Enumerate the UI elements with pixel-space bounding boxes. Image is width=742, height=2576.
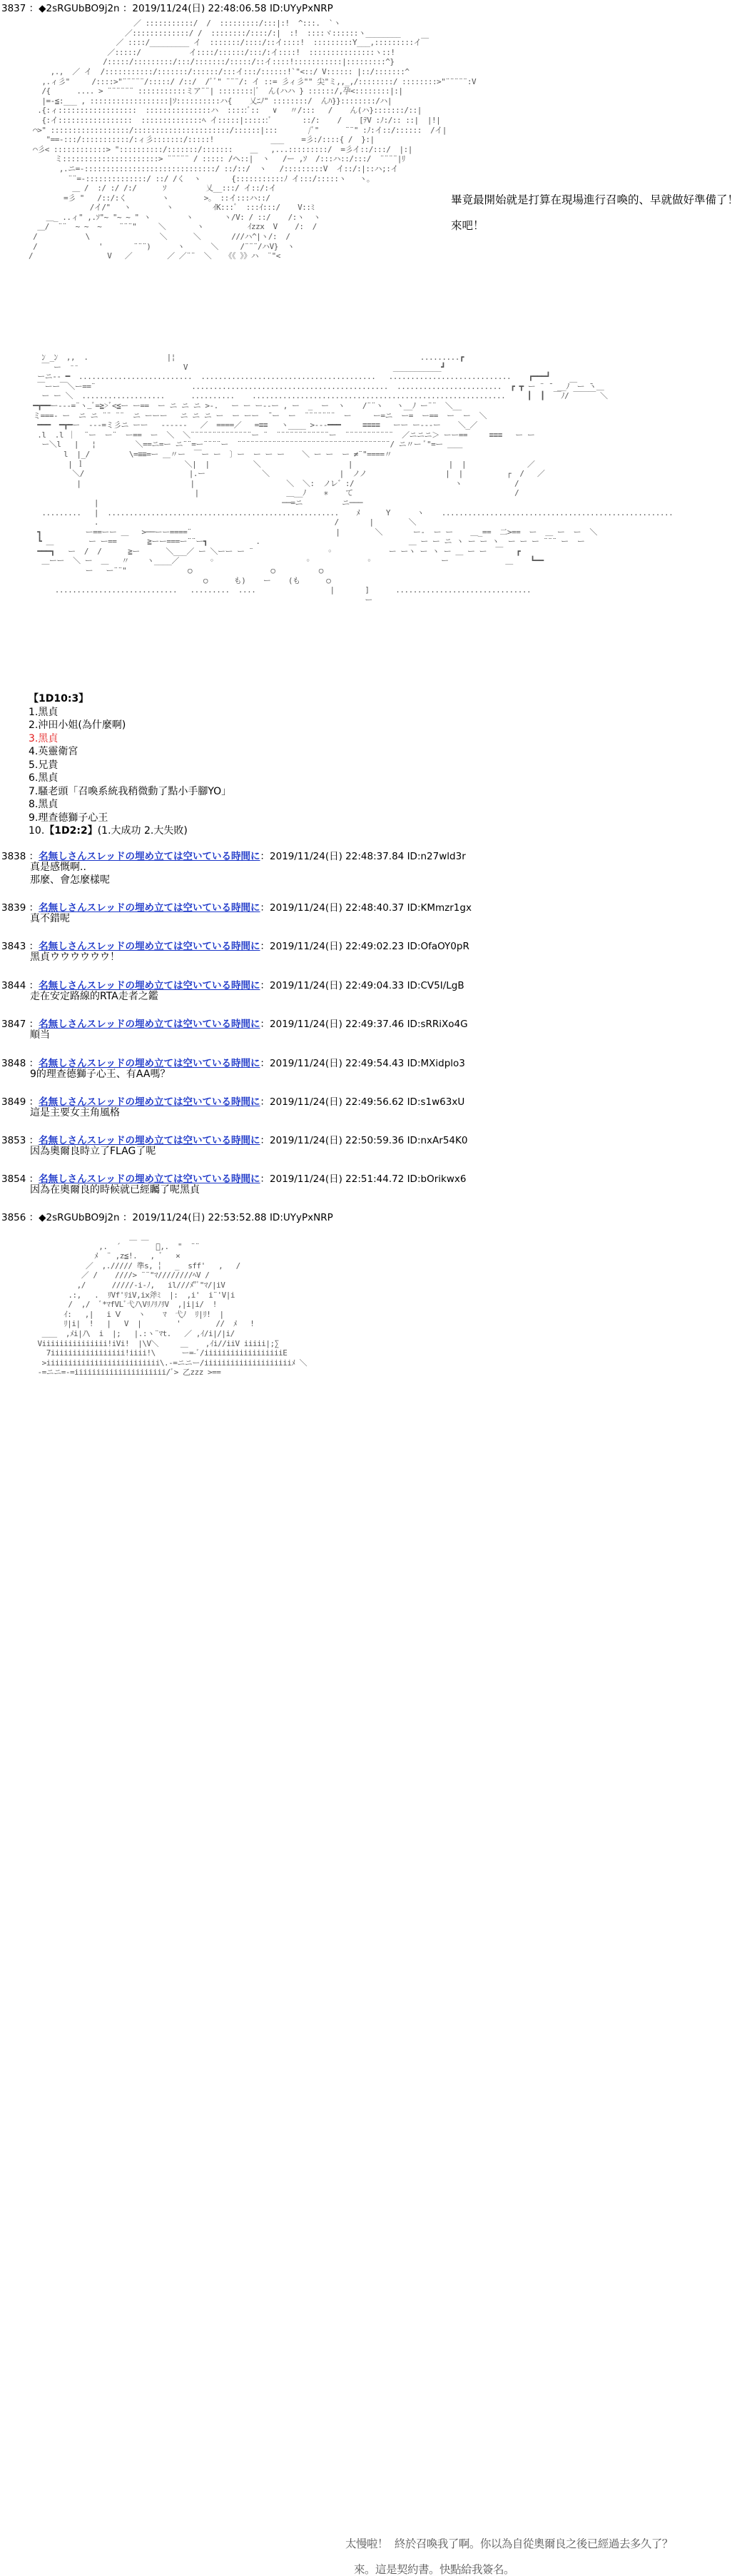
- ascii-art-summoning-circle: ﾝ _ﾝ ,, . |¦ .........┏ ￣ ー ⁻⁻ V ___________┛ ーニ-- ━ .......................... ........................................ ............................ ┏━━━┛ ￣ーー￣＼ー==¨ ............................................. ........................ ┏ ┳ ー ¨ ̄ __ﾉ￣ー ̄ヽ＿ ー ー ＼ ................... .......... .......................................................... ┃ ┃ ￣ﾉ/ ￣￣￣ ＼ ━┳━━ー---=¨ヽ_ﾞ=≧>ﾞ<≦ー ー== ー ニ ニ ニ >-. ー ー ー--ー , ー _ ー ヽ /¨¨ヽ ヽ__ﾉ ー¨¨ ＼__ ミ===- ー ニ ニ ¨¨ ¨¨ ニ ーーー ニ ニ ニ ー ー ーー ̄ ー ー ¨¨¨¨¨¨¨ ー ー=ニ ー= ー== ー ー ＼ ━━━ ━┳━ー ---=ミ彡ニ ーー ------ ／ ====／ =≡≡ ヽ____ >---━━━ ≡≡≡≡ ーー ー---ー ＼_／ .l .l ｜ ¨ー ー¨ ー== ー ＼ ＼¨¨¨¨¨¨¨¨¨¨¨¨¨¨ー ¨ ¨¨¨¨¨¨¨¨¨¨¨¨ー ¨¨¨¨¨¨¨¨¨¨¨ ／ニニニ＞ ーー== ≡≡≡ ー ー ー＼l | ¦ ＼==ニ=ー ニ¨¨=ー¨¨¨¨ー ¨¨¨¨¨¨¨¨¨¨¨¨¨¨¨¨¨¨¨¨¨¨¨¨¨¨¨¨¨¨¨¨¨¨¨/ ニ〃ー ﾞ"=ー ＿＿ l |_/ \=≡≡=ー ＿〃ー ￣ー ー 〕ー ー ー ー ＼ ー ー ー ≠¨"====〃 | ｌ ＼| | ＼ | | | ／ ＼/ |.ー ＼ | ノノ | | ┌ / ／ | | ＼ ＼: ノレ゛:/ ヽ / | ＿__ﾉ ✳ て / | ──=ニ ニ─── ......... | ..................................................... ﾒ Y ヽ ..................................................... . / | ＼ ┓ ー==ーー ＿ >──ーー====¨ | ＼ ー- ー ー ＿_== 二>== ー ＿ ー ー ＼ ┗ ＿ ー ー== ≧ーー===ー¨¨ー┓ . ＿ ー ー ニ ヽ ー ー ヽ ー ー ー ¨¨¨ ー ー ━━━┓ ー / / ≧ー ＼___／ ー ＼ーー ー ¨ ◦ ー ーヽ ー ヽ ー ＿ ー ー ￣ ┏ ＿ーー ＼ ー ＿ 〃 ヽ____／ ◦ ◦ ◦ ー ＿ ┗━━ ー ー¨¨" ○ ○ ○ ○ も) ー (も ○ ............................ ......... .... | ] ............................... ー: [33, 353, 674, 605]
- dice-option: 10.【1D2:2】(1.大成功 2.大失敗): [29, 825, 188, 837]
- dialog-line: 來。這是契約書。快點給我簽名。: [354, 2563, 515, 2576]
- post-body: 真不錯呢: [30, 913, 70, 924]
- post-header: 3854 ：名無しさんスレッドの埋め立ては空いている時間に：2019/11/24(日) 22:51:44.72 ID:bOrikwx6: [1, 1173, 467, 1185]
- post-body: 這是主要女主角風格: [30, 1107, 120, 1118]
- poster-name-link[interactable]: 名無しさんスレッドの埋め立ては空いている時間に: [39, 902, 260, 914]
- dialog-line: 太慢啦！ 終於召喚我了啊。你以為自從奧爾良之後已經過去多久了？: [345, 2537, 673, 2550]
- dialog-line: 來吧！: [451, 219, 484, 232]
- poster-name-link[interactable]: 名無しさんスレッドの埋め立ては空いている時間に: [39, 1135, 260, 1146]
- post-body: 走在安定路線的RTA走者之鑑: [30, 991, 158, 1002]
- poster-name-link[interactable]: 名無しさんスレッドの埋め立ては空いている時間に: [39, 980, 260, 991]
- post-body: 順当: [30, 1029, 50, 1041]
- dice-option: 2.沖田小姐(為什麼啊): [29, 719, 126, 731]
- ascii-art-character: ／ :::::::::::/ / :::::::::/:::|:! ^:::. `ヽ ／:::::::::::::/ / ::::::::/::::/:| :! ::::ヾ::::::ヽ________ ／ ::::/_________ イ :::::::/::::/::イ::::! :::::::::Y___,:::::::::イ￣ ／:::::/ イ::::/::::::/:::/:イ::::! :::::::::::::::ヽ::! /:::::/:::::::::/:::/:::::::/:::::/::イ::::!:::::::::::|:::::::::^} ,., ／ イ /:::::::::::/:::::::/::::::/:::イ:::/::::::!`"<::/ V:::::: |::/:::::::^ ,.ィ彡" /::::>"¨¨¨¨¨/:::::/ /::/ /ﾞﾞ" ¨¨¨/: イ ::= 彡ィ彡"" 尖"ミ,,_,/::::::::/ ::::::::>"¨¨¨¨¨:V /{ .... > ¨¨¨¨¨¨ :::::::::::ミア¨¨| ::::::::|ﾞ ん(ハハ } ::::::/,孕<::::::::|:| |=-≦:___ , ::::::::::::::::::|ｿ::::::::::ハ{ 乂ﾆﾉ" ::::::::/ んﾊ}}::::::::/ハ| .{:ィ:::::::::::::::::: :::::::::::::::ハ :::::ﾞ:: ∨ 〃/::: / ん(ハ}:::::::/::| {:イ::::::::::::::::: ::::::::::::::ﾍ イ:::::|::::::ﾞ ::/: / [ﾃV :ﾉ:/:: ::| |!| ⌒>" ::::::::::::::::::/::::::::::::::::::::::/::::::|::: /ﾞ" ¨¨" :ﾉ:イ::/:::::: /イ| "==-:::/:::::::::::/:ィ彡:::::::/:::::! ___ =彡:/::::{ / }:| ⌒彡< ::::::::::::> "::::::::::/:::::::/::::::: ＿ ,...:::::::::/ =彡イ::/:::/ |:| ミ::::::::::::::::::::::> ¨¨¨¨¨ / ::::: /ヘ::| ヽ /ー ,ｿ /:::ハ::/:::/ ¨¨¨¨|ﾘ ,.ニ=-::::::::::::::::::::::::::::::/ ::/::/ ヽ /:::::::::V イ::/:|::ハ;:イ ¨¨=-::::::::::::::/ ::/ /く ヽ {:::::::::::ﾉ イ:::/:::::ヽ ヽ。 ＿ / :/ :/ /:/ ｿ 乂__:::/ イ::/:イ =彡 " /::/:く ヽ >。 ::イ:::ハ::/ /イ/" ヽ ヽ ｲK:::ﾞ :::ｲ:::/ V::ﾐ ＿_ ..ィ" ,.ｿ"~ "~ ~ " ヽ ヽ ヽ/V: / ::/ /:ヽ ヽ ＿/ ¨¨ ~ ~ ~ ¨¨¨" ＼ ヽ ｲzzx V /: / / \ ＼ ＼ ///ハ^|ヽ/: / / ' ¨¨¨) ヽ ＼ /¨¨¨/ハV} ヽ / V ／ ／ ／¨¨ ＼ 《《 》》ハ ¨"<: [29, 19, 477, 261]
- post-header: 3856 ：◆2sRGUbBO9j2n ：2019/11/24(日) 22:53:52.88 ID:UYyPxNRP: [1, 1212, 333, 1223]
- poster-name-link[interactable]: 名無しさんスレッドの埋め立ては空いている時間に: [39, 1096, 260, 1108]
- post-header: 3849 ：名無しさんスレッドの埋め立ては空いている時間に：2019/11/24(日) 22:49:56.62 ID:s1w63xU: [1, 1096, 465, 1108]
- post-header: 3837 ：◆2sRGUbBO9j2n ：2019/11/24(日) 22:48:06.58 ID:UYyPxNRP: [1, 3, 333, 14]
- post-body: 因為奧爾良時立了FLAG了呢: [30, 1146, 156, 1157]
- post-body: 因為在奧爾良的時候就已經矚了呢黑貞: [30, 1184, 200, 1196]
- dice-option: 6.黑貞: [29, 772, 59, 784]
- post-body: 9的理查德獅子心王、有AA嗎？: [30, 1069, 171, 1080]
- dice-option: 4.英靈衛宮: [29, 746, 78, 757]
- poster-name-link[interactable]: 名無しさんスレッドの埋め立ては空いている時間に: [39, 1019, 260, 1030]
- post-body: 真是感慨啊.. 那麼、會怎麼樣呢: [30, 862, 110, 886]
- post-header: 3844 ：名無しさんスレッドの埋め立ては空いている時間に：2019/11/24(日) 22:49:04.33 ID:CV5I/LgB: [1, 980, 464, 991]
- dialog-line: 畢竟最開始就是打算在現場進行召喚的、早就做好準備了！: [451, 193, 739, 206]
- poster-name-link[interactable]: 名無しさんスレッドの埋め立ては空いている時間に: [39, 1173, 260, 1185]
- post-header: 3838 ：名無しさんスレッドの埋め立ては空いている時間に：2019/11/24(日) 22:48:37.84 ID:n27wld3r: [1, 851, 466, 862]
- poster-name-link[interactable]: 名無しさんスレッドの埋め立ては空いている時間に: [39, 851, 260, 862]
- post-header: 3847 ：名無しさんスレッドの埋め立ては空いている時間に：2019/11/24(日) 22:49:37.46 ID:sRRiXo4G: [1, 1019, 468, 1030]
- dice-option: 5.兄貴: [29, 759, 59, 771]
- post-header: 3843 ：名無しさんスレッドの埋め立ては空いている時間に：2019/11/24(日) 22:49:02.23 ID:OfaOY0pR: [1, 941, 469, 952]
- post-header: 3839 ：名無しさんスレッドの埋め立ては空いている時間に：2019/11/24(日) 22:48:40.37 ID:KMmzr1gx: [1, 902, 472, 914]
- ascii-art-character-2: ＿ ＿ ,. ´ ﾞ,. " ¨¨ ﾒ ¨ ,z≦!. , ﾞ × ／ ,.///// 準s, ╎ _ sff' , / ／ / ////> ¨¨"ﾏ////////ﾍV / ,/ /////-i-ﾉ, il///ﾒ"ﾞ"ﾏ/|iV .:, . ﾘVf'ﾘiV,ix斧ﾐ |: ,i' i¨'V|i / ,/ ﾞ*ﾏfVLﾞ弋ﾉ\VﾘﾉﾘﾉﾘV ,|i|i/ ! ｲ: ,| i Ⅴ ヽ ﾏ 弋ﾉ ﾘ|ﾘ! | ﾘ|i| ! | V | ' // ﾒ ! ＿＿ ,ﾒi|ﾉ\ i |; |.:ヽ¨ﾏt. ／ ,ｲ/i|/|i/ Viiiiiiiiiiiiiii!iVi! |\V＼ ＿ ,ｲi//iiV iiiii|;∑ 7iiiiiiiiiiiiiiiii!iiii!\ ー=-ﾞ/iiiiiiiiiiiiiiiiiiE >iiiiiiiiiiiiiiiiiiiiiiiiii\.-=ニニー/iiiiiiiiiiiiiiiiiiiiﾒ ＼ -=ニニ=-=iiiiiiiiiiiiiiiiiiiii/ﾞ> 乙zzz >== 太慢啦！ 終於召喚我了啊。你以為自從奧爾良之後已經過去多久了？ 來。這是契約書。快點給我簽名。: [37, 1232, 673, 2576]
- post-header: 3848 ：名無しさんスレッドの埋め立ては空いている時間に：2019/11/24(日) 22:49:54.43 ID:MXidplo3: [1, 1058, 465, 1069]
- dice-result-list: [29, 692, 231, 838]
- post-header: 3853 ：名無しさんスレッドの埋め立ては空いている時間に：2019/11/24(日) 22:50:59.36 ID:nxAr54K0: [1, 1135, 468, 1146]
- poster-name-link[interactable]: 名無しさんスレッドの埋め立ては空いている時間に: [39, 941, 260, 952]
- dice-option: 8.黑貞: [29, 799, 59, 810]
- poster-name-link[interactable]: 名無しさんスレッドの埋め立ては空いている時間に: [39, 1058, 260, 1069]
- dice-option: 1.黑貞: [29, 706, 59, 718]
- dice-option: 7.騷老頭「召喚系統我稍微動了點小手腳YO」: [29, 785, 232, 797]
- dice-option-selected: 3.黑貞: [29, 732, 59, 744]
- post-body: 黑貞ウウウウウウ！: [30, 951, 120, 963]
- dice-option: 9.理查德獅子心王: [29, 812, 108, 824]
- dice-header: 【1D10:3】: [29, 693, 89, 704]
